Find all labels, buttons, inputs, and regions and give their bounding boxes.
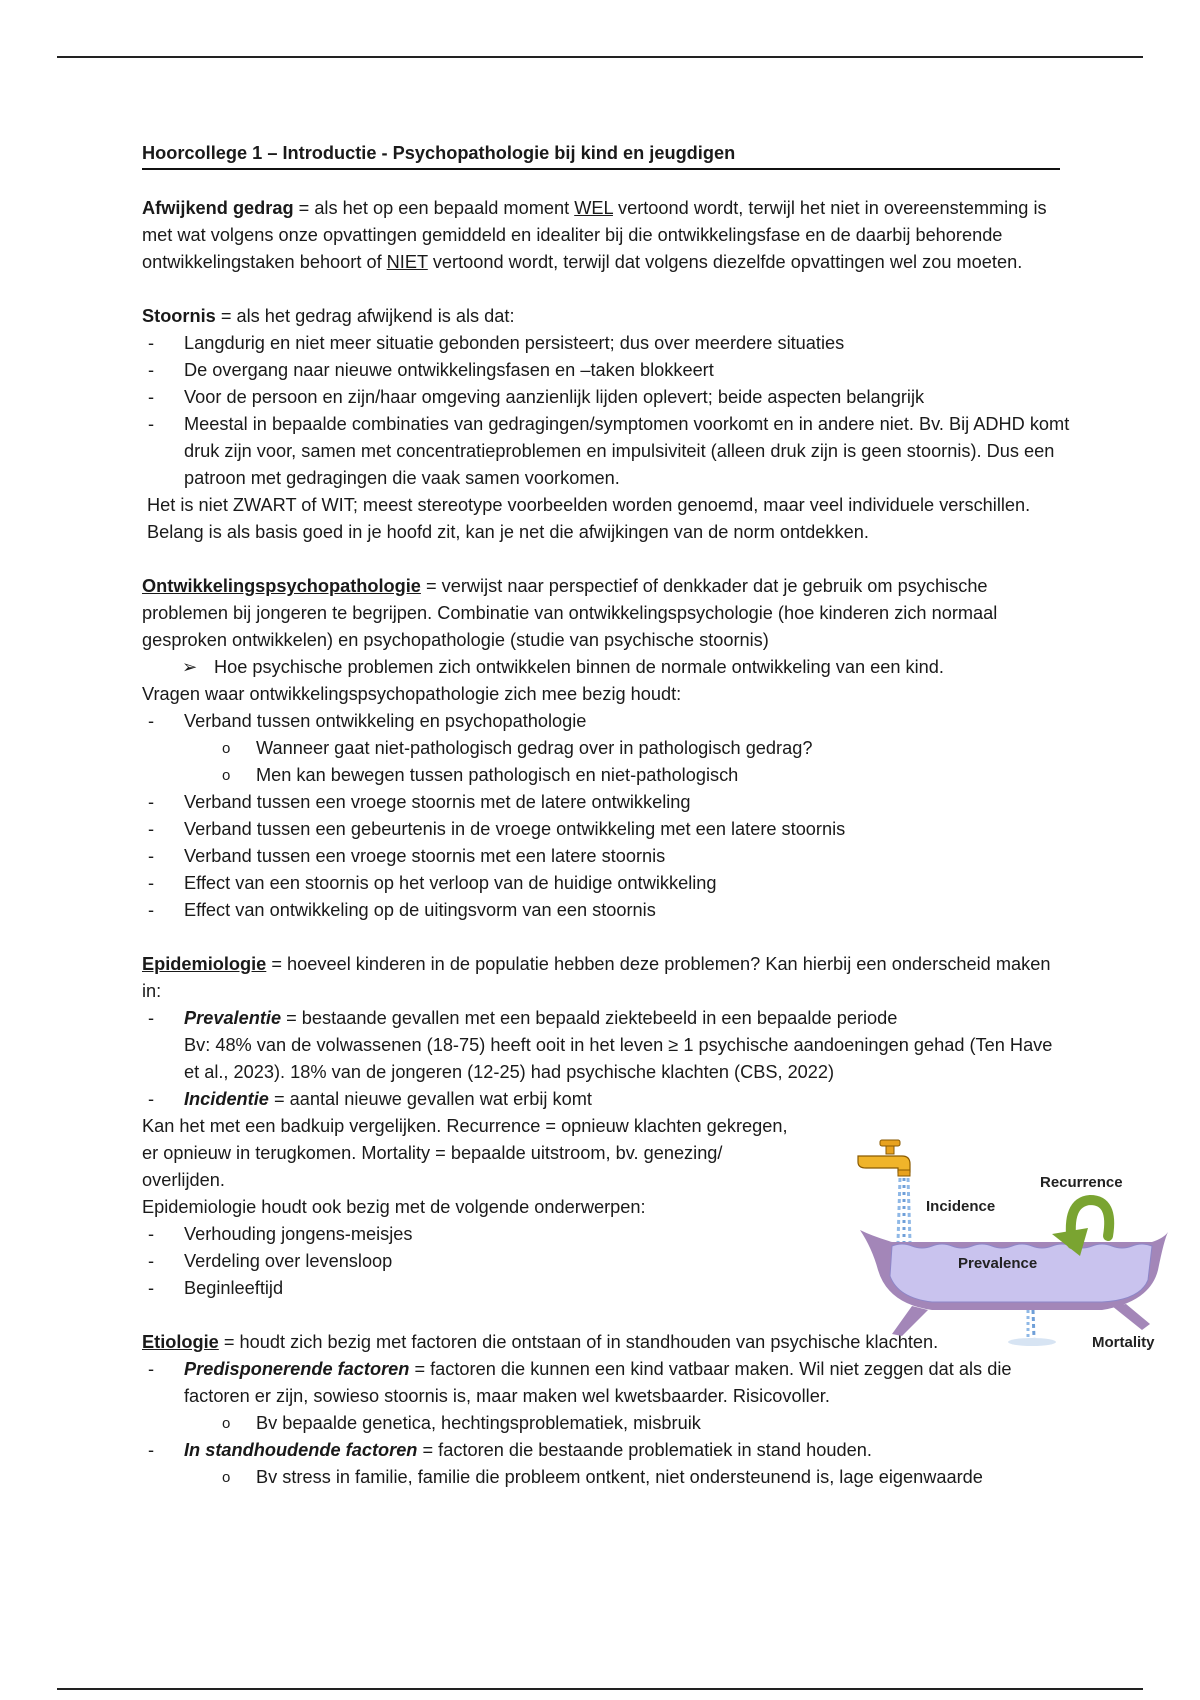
arrow-text: Hoe psychische problemen zich ontwikkelen binnen de normale ontwikkeling van een kind. <box>214 657 944 677</box>
arrow-item <box>142 654 1072 681</box>
questions-list <box>142 708 1072 924</box>
list-item <box>142 1005 1072 1032</box>
stoornis-term: Stoornis <box>142 306 216 326</box>
wel-word: WEL <box>574 198 613 218</box>
epidemiologie-definition <box>142 951 1072 1005</box>
prevalence-label: Prevalence <box>958 1255 1038 1272</box>
list-item: - Verband tussen een vroege stoornis met de latere ontwikkeling <box>142 789 1072 816</box>
incidentie-term: Incidentie <box>184 1089 269 1109</box>
bathtub-explanation: Kan het met een badkuip vergelijken. Recurrence = opnieuw klachten gekregen, er opnieuw in terugkomen. Mortality = bepaalde uitstroom, bv. genezing/ overlijden. <box>142 1116 788 1190</box>
page-title: Hoorcollege 1 – Introductie - Psychopathologie bij kind en jeugdigen <box>142 140 1060 170</box>
niet-word: NIET <box>386 252 428 272</box>
epidemiologie-def: = hoeveel kinderen in de populatie hebben deze problemen? Kan hierbij een onderscheid maken in: <box>142 954 1051 1001</box>
list-item: - Verband tussen een vroege stoornis met een latere stoornis <box>142 843 1072 870</box>
prevalentie-term: Prevalentie <box>184 1008 282 1028</box>
etiologie-list <box>142 1356 1072 1491</box>
afwijkend-term: Afwijkend gedrag <box>142 198 294 218</box>
epidemiologie-term: Epidemiologie <box>142 954 267 974</box>
ontwikkeling-term: Ontwikkelingspsychopathologie <box>142 576 421 596</box>
sub-list-item: o Wanneer gaat niet-pathologisch gedrag over in pathologisch gedrag? <box>142 735 1072 762</box>
incidence-label: Incidence <box>926 1198 996 1215</box>
sub-list-item: o Bv stress in familie, familie die probleem ontkent, niet ondersteunend is, lage eigenwaarde <box>142 1464 1072 1491</box>
bathtub-illustration <box>852 1130 1172 1360</box>
prevalentie-def: = bestaande gevallen met een bepaald ziektebeeld in een bepaalde periode <box>281 1008 898 1028</box>
ontwikkeling-arrow-list <box>142 654 1072 681</box>
afwijkend-text-2: vertoond wordt, terwijl het niet in overeenstemming is met wat volgens onze opvattingen gemiddeld en idealiter bij die ontwikkelingsfase en de daarbij behorende ontwikkelingstaken behoort of <box>142 198 1047 272</box>
list-item: - Voor de persoon en zijn/haar omgeving aanzienlijk lijden oplevert; beide aspecten belangrijk <box>142 384 1072 411</box>
header-rule <box>57 56 1143 58</box>
ontwikkeling-definition <box>142 573 1072 654</box>
mortality-label: Mortality <box>1092 1334 1155 1351</box>
tub-water <box>890 1244 1152 1302</box>
ontwikkeling-def: = verwijst naar perspectief of denkkader dat je gebruik om psychische problemen bij jongeren te begrijpen. Combinatie van ontwikkelingspsychologie (hoe kinderen zich normaal gesproken ontwikkelen) en psychopathologie (studie van psychische stoornis) <box>142 576 998 650</box>
predisponerende-def: = factoren die kunnen een kind vatbaar maken. Wil niet zeggen dat als die factoren er zijn, sowieso stoornis is, maar maken wel kwetsbaarder. Risicovoller. <box>184 1359 1012 1406</box>
list-item: - Meestal in bepaalde combinaties van gedragingen/symptomen voorkomt en in andere niet. Bv. Bij ADHD komt druk zijn voor, samen met concentratieproblemen en impulsiviteit (alleen druk zijn is geen stoornis). Dus een patroon met gedragingen die vaak samen voorkomen. <box>142 411 1072 492</box>
tub-foot-left <box>892 1306 928 1336</box>
list-item: - Verdeling over levensloop <box>142 1248 1072 1275</box>
list-item: - De overgang naar nieuwe ontwikkelingsfasen en –taken blokkeert <box>142 357 1072 384</box>
stoornis-list <box>142 330 1072 492</box>
afwijkend-paragraph <box>142 195 1072 276</box>
tub-foot-right <box>1112 1304 1150 1330</box>
recurrence-label: Recurrence <box>1040 1174 1123 1191</box>
instandhoudende-def: = factoren die bestaande problematiek in stand houden. <box>417 1440 872 1460</box>
water-stream <box>898 1178 910 1242</box>
etiologie-term: Etiologie <box>142 1332 219 1352</box>
stoornis-definition <box>142 303 1072 330</box>
list-item: - Verhouding jongens-meisjes <box>142 1221 1072 1248</box>
stoornis-def: = als het gedrag afwijkend is als dat: <box>215 306 515 326</box>
questions-intro: Vragen waar ontwikkelingspsychopathologie zich mee bezig houdt: <box>142 684 682 704</box>
list-item: - Langdurig en niet meer situatie gebonden persisteert; dus over meerdere situaties <box>142 330 1072 357</box>
sub-list-item: o Bv bepaalde genetica, hechtingsproblematiek, misbruik <box>142 1410 1072 1437</box>
incidentie-list <box>142 1086 1072 1113</box>
tap-icon <box>858 1140 910 1176</box>
list-item: - Effect van ontwikkeling op de uitingsvorm van een stoornis <box>142 897 1072 924</box>
drain-stream <box>1008 1310 1056 1346</box>
list-item: - Effect van een stoornis op het verloop van de huidige ontwikkeling <box>142 870 1072 897</box>
topics-intro: Epidemiologie houdt ook bezig met de volgende onderwerpen: <box>142 1197 646 1217</box>
prevalentie-example: Bv: 48% van de volwassenen (18-75) heeft ooit in het leven ≥ 1 psychische aandoeningen gehad (Ten Have et al., 2023). 18% van de jongeren (12-25) had psychische klachten (CBS, 2022) <box>184 1035 1053 1082</box>
stoornis-note: Het is niet ZWART of WIT; meest stereotype voorbeelden worden genoemd, maar veel individuele verschillen. Belang is als basis goed in je hoofd zit, kan je net die afwijkingen van de norm ontdekken. <box>147 495 1031 542</box>
incidentie-def: = aantal nieuwe gevallen wat erbij komt <box>268 1089 592 1109</box>
sub-list-item: o Men kan bewegen tussen pathologisch en niet-pathologisch <box>142 762 1072 789</box>
list-item <box>142 1356 1072 1410</box>
afwijkend-text-3: vertoond wordt, terwijl dat volgens diezelfde opvattingen wel zou moeten. <box>427 252 1023 272</box>
list-item <box>142 1437 1072 1464</box>
list-item: - Verband tussen ontwikkeling en psychopathologie <box>142 708 1072 735</box>
list-item: - Beginleeftijd <box>142 1275 1072 1302</box>
arrow-bullet-icon: ➢ <box>182 657 198 677</box>
predisponerende-term: Predisponerende factoren <box>184 1359 410 1379</box>
etiologie-def: = houdt zich bezig met factoren die ontstaan of in standhouden van psychische klachten. <box>218 1332 939 1352</box>
list-item: - Verband tussen een gebeurtenis in de vroege ontwikkeling met een latere stoornis <box>142 816 1072 843</box>
afwijkend-text-1: = als het op een bepaald moment <box>293 198 575 218</box>
epidemiologie-list <box>142 1005 1072 1032</box>
footer-rule <box>57 1688 1143 1690</box>
bathtub-figure <box>852 1130 1172 1360</box>
instandhoudende-term: In standhoudende factoren <box>184 1440 418 1460</box>
list-item <box>142 1086 1072 1113</box>
